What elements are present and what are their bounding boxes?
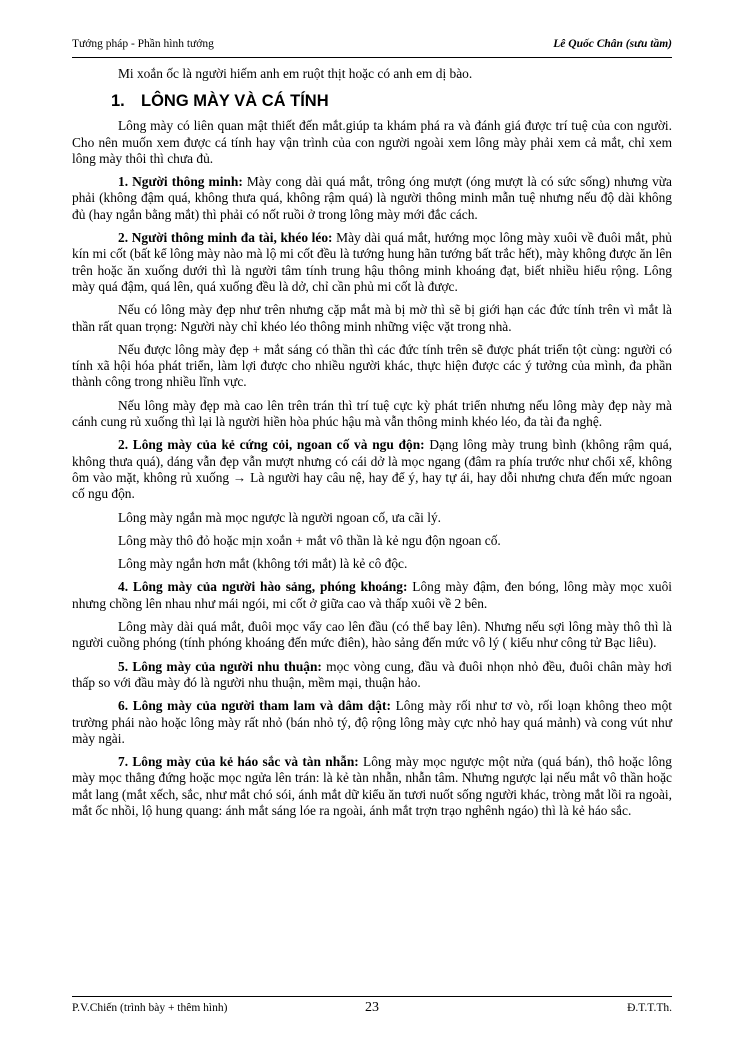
paragraph-text: Lông mày ngắn mà mọc ngược là người ngoan cố, ưa cãi lý. bbox=[118, 509, 442, 525]
body-paragraph bbox=[72, 556, 672, 572]
paragraph-text: Nếu được lông mày đẹp + mắt sáng có thần thì các đức tính trên sẽ được phát triển tột cùng: người có tính xã hội hóa phát triển, làm lợi được cho nhiều người khác, thực hiện được các ý tưởng của mình, đa phần thành công trong nhiều lĩnh vực. bbox=[72, 341, 672, 390]
intro-paragraph: Mi xoắn ốc là người hiếm anh em ruột thịt hoặc có anh em dị bào. bbox=[118, 66, 473, 81]
section-heading bbox=[111, 91, 672, 111]
body-paragraph bbox=[72, 342, 672, 391]
body-paragraph bbox=[72, 118, 672, 167]
footer-right-text: Đ.T.T.Th. bbox=[627, 1002, 672, 1014]
paragraph-heading: 1. Người thông minh: bbox=[118, 174, 243, 190]
paragraph-heading: 2. Người thông minh đa tài, khéo léo: bbox=[118, 230, 333, 246]
body-paragraph bbox=[72, 510, 672, 526]
page-number: 23 bbox=[365, 1000, 379, 1015]
footer-rule bbox=[72, 996, 672, 997]
paragraph-heading: 4. Lông mày của người hào sảng, phóng khoáng: bbox=[118, 579, 408, 595]
paragraph-text: Lông mày đậm, đen bóng, lông mày mọc xuôi nhưng chồng lên nhau như mái ngói, mi cốt ở giữa cao và thấp xuôi về 2 bên. bbox=[72, 579, 672, 611]
body-paragraph bbox=[72, 579, 672, 612]
page-header bbox=[72, 38, 672, 54]
paragraph-text: Lông mày ngắn hơn mắt (không tới mắt) là kẻ cô độc. bbox=[118, 556, 408, 572]
page-body bbox=[72, 66, 672, 826]
paragraph-text: Mày cong dài quá mắt, trông óng mượt (óng mượt là có sức sống) nhưng vừa phải (không đậm quá, không thưa quá, không rậm quá) là người thông minh mẫn tuệ nhưng nếu độ dài không đủ (hay ngắn bằng mắt) thì phải có nốt ruồi ở trong lông mày mới đắc cách. bbox=[72, 174, 672, 222]
body-paragraph bbox=[72, 437, 672, 502]
body-paragraph bbox=[72, 174, 672, 223]
paragraph-heading: 5. Lông mày của người nhu thuận: bbox=[118, 658, 322, 674]
body-paragraph bbox=[72, 698, 672, 747]
paragraph-text: Lông mày rối như tơ vò, rối loạn không theo một trường phái nào hoặc lông mày rất nhỏ (bán nhỏ tý, độ rộng lông mày cực nhỏ hay quá mảnh) và cong vút như mày ngài. bbox=[72, 698, 672, 746]
paragraph-text: Dạng lông mày trung bình (không rậm quá, không thưa quá), dáng vẫn đẹp vẫn mượt nhưng có cái dở là mọc ngang (đâm ra phía trước như chổi xể, không ôm vào mặt, không rủ xuống → Là người hay câu nệ, hay để ý, hay tự ái, hay dỗi nhưng chưa đến mức ngoan cố ngu độn. bbox=[72, 437, 673, 502]
paragraph-text: Nếu lông mày đẹp mà cao lên trên trán thì trí tuệ cực kỳ phát triển nhưng nếu lông mày đẹp này mà cánh cung rủ xuống thì lại là người hiền hòa phúc hậu mà vẫn thông minh khéo léo, đa tài đa nghệ. bbox=[72, 397, 672, 430]
header-rule bbox=[72, 57, 672, 58]
footer-left-text: P.V.Chiến (trình bày + thêm hình) bbox=[72, 1002, 228, 1014]
body-paragraph bbox=[72, 754, 672, 819]
paragraph-text: Mày dài quá mắt, hướng mọc lông mày xuôi về đuôi mắt, phủ kín mi cốt (bất kể lông mày nào mà lộ mi cốt đều là tướng hung hãn tướng bất trắc hết), mày không được ăn lên trên hoặc ăn xuống dưới thì là người tâm tính trung hậu thông minh khoáng đạt, biết nhiều hiểu rộng. Lông mày quá đậm, quá lên, quá xuống đều là dở, chỉ cần phủ mi cốt là được. bbox=[72, 230, 672, 294]
paragraph-heading: 2. Lông mày của kẻ cứng cỏi, ngoan cố và ngu độn: bbox=[118, 437, 425, 453]
body-paragraph bbox=[72, 533, 672, 549]
body-paragraph bbox=[72, 302, 672, 335]
header-right-text: Lê Quốc Chân (sưu tầm) bbox=[553, 38, 672, 50]
header-left-text: Tướng pháp - Phần hình tướng bbox=[72, 38, 214, 50]
paragraph-text: Lông mày thô đỏ hoặc mịn xoắn + mắt vô thần là kẻ ngu độn ngoan cố. bbox=[118, 532, 501, 548]
section-number: 1. bbox=[111, 92, 125, 111]
paragraph-heading: 7. Lông mày của kẻ háo sắc và tàn nhẫn: bbox=[118, 754, 359, 770]
body-paragraph bbox=[72, 659, 672, 692]
paragraph-text: Lông mày mọc ngược một nửa (quá bán), thô hoặc lông mày mọc thẳng đứng hoặc mọc ngửa lên trán: là kẻ tàn nhẫn, nhẫn tâm. Nhưng ngược lại nếu mắt vô thần hoặc mắt lang (mắt xếch, sắc, như mắt chó sói, ánh mắt dữ kiểu ăn tươi nuốt sống người khác, tròng mắt lồi ra ngoài, mắt ốc nhồi, lộ hung quang: ánh mắt sáng lóe ra ngoài, ánh mắt trợn trạo nghênh ngáo) thì là kẻ háo sắc. bbox=[72, 754, 672, 818]
paragraph-text: Lông mày dài quá mắt, đuôi mọc vẩy cao lên đầu (có thể bay lên). Nhưng nếu sợi lông mày thô thì là người cuồng phóng (tính phóng khoáng đến mức điên), hào sảng đến mức vô lý ( kiểu như công tử Bạc liêu). bbox=[72, 619, 672, 651]
paragraph-heading: 6. Lông mày của người tham lam và dâm dật: bbox=[118, 698, 391, 714]
body-paragraph bbox=[72, 619, 672, 652]
body-paragraph bbox=[72, 230, 672, 295]
section-title: LÔNG MÀY VÀ CÁ TÍNH bbox=[141, 92, 329, 111]
body-paragraph bbox=[72, 398, 672, 431]
paragraph-text: Nếu có lông mày đẹp như trên nhưng cặp mắt mà bị mờ thì sẽ bị giới hạn các đức tính trên vì mắt là thần rất quan trọng: Người này chỉ khéo léo thông minh những việc vặt trong nhà. bbox=[72, 302, 672, 334]
paragraph-list bbox=[72, 118, 672, 819]
paragraph-text: mọc vòng cung, đầu và đuôi nhọn nhỏ đều, đuôi chân mày hơi thấp so với đầu mày đó là người nhu thuận, mềm mại, thuận hảo. bbox=[72, 658, 672, 690]
paragraph-text: Lông mày có liên quan mật thiết đến mắt.giúp ta khám phá ra và đánh giá được trí tuệ của con người. Cho nên muốn xem được cá tính hay vận trình của con người ngoài xem lông mày phải xem cả mắt, chỉ xem lông mày thôi thì chưa đủ. bbox=[72, 118, 672, 166]
